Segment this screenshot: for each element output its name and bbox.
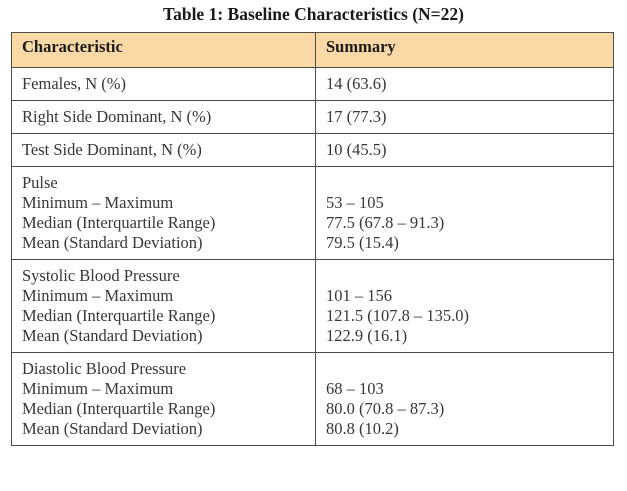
cell-text: 17 (77.3)	[326, 107, 387, 126]
blank-line	[326, 266, 613, 286]
cell-summary	[316, 260, 614, 353]
cell-characteristic	[12, 353, 316, 446]
stat-label-median: Median (Interquartile Range)	[22, 399, 216, 418]
cell-summary	[316, 353, 614, 446]
stat-label-mean: Mean (Standard Deviation)	[22, 419, 203, 438]
stat-value-range: 101 – 156	[326, 286, 392, 305]
group-title: Diastolic Blood Pressure	[22, 359, 187, 378]
cell-summary	[316, 134, 614, 167]
stat-value-mean: 122.9 (16.1)	[326, 326, 408, 345]
table-row-females	[12, 68, 614, 101]
cell-text: 10 (45.5)	[326, 140, 387, 159]
table-row-right-side-dominant	[12, 101, 614, 134]
stat-label-range: Minimum – Maximum	[22, 286, 174, 305]
stat-value-range: 68 – 103	[326, 379, 384, 398]
cell-text: 14 (63.6)	[326, 74, 387, 93]
cell-characteristic	[12, 134, 316, 167]
stat-value-median: 77.5 (67.8 – 91.3)	[326, 213, 445, 232]
cell-characteristic	[12, 68, 316, 101]
cell-characteristic	[12, 260, 316, 353]
stat-value-mean: 79.5 (15.4)	[326, 233, 399, 252]
table-caption: Table 1: Baseline Characteristics (N=22)	[163, 4, 464, 24]
stat-label-range: Minimum – Maximum	[22, 379, 174, 398]
stat-label-median: Median (Interquartile Range)	[22, 306, 216, 325]
stat-label-mean: Mean (Standard Deviation)	[22, 233, 203, 252]
table-row-systolic-bp	[12, 260, 614, 353]
cell-text: Test Side Dominant, N (%)	[22, 140, 202, 159]
table-row-pulse	[12, 167, 614, 260]
group-title: Pulse	[22, 173, 58, 192]
blank-line	[326, 173, 613, 193]
cell-characteristic	[12, 101, 316, 134]
stat-value-mean: 80.8 (10.2)	[326, 419, 399, 438]
baseline-characteristics-table	[11, 32, 614, 446]
stat-value-median: 121.5 (107.8 – 135.0)	[326, 306, 469, 325]
stat-label-range: Minimum – Maximum	[22, 193, 174, 212]
cell-summary	[316, 101, 614, 134]
table-header-row	[12, 33, 614, 68]
column-header-characteristic: Characteristic	[12, 33, 316, 68]
cell-text: Females, N (%)	[22, 74, 127, 93]
table-row-diastolic-bp	[12, 353, 614, 446]
stat-value-median: 80.0 (70.8 – 87.3)	[326, 399, 445, 418]
cell-summary	[316, 68, 614, 101]
cell-text: Right Side Dominant, N (%)	[22, 107, 212, 126]
group-title: Systolic Blood Pressure	[22, 266, 180, 285]
stat-label-median: Median (Interquartile Range)	[22, 213, 216, 232]
stat-value-range: 53 – 105	[326, 193, 384, 212]
cell-characteristic	[12, 167, 316, 260]
table-row-test-side-dominant	[12, 134, 614, 167]
column-header-summary: Summary	[316, 33, 614, 68]
cell-summary	[316, 167, 614, 260]
blank-line	[326, 359, 613, 379]
stat-label-mean: Mean (Standard Deviation)	[22, 326, 203, 345]
